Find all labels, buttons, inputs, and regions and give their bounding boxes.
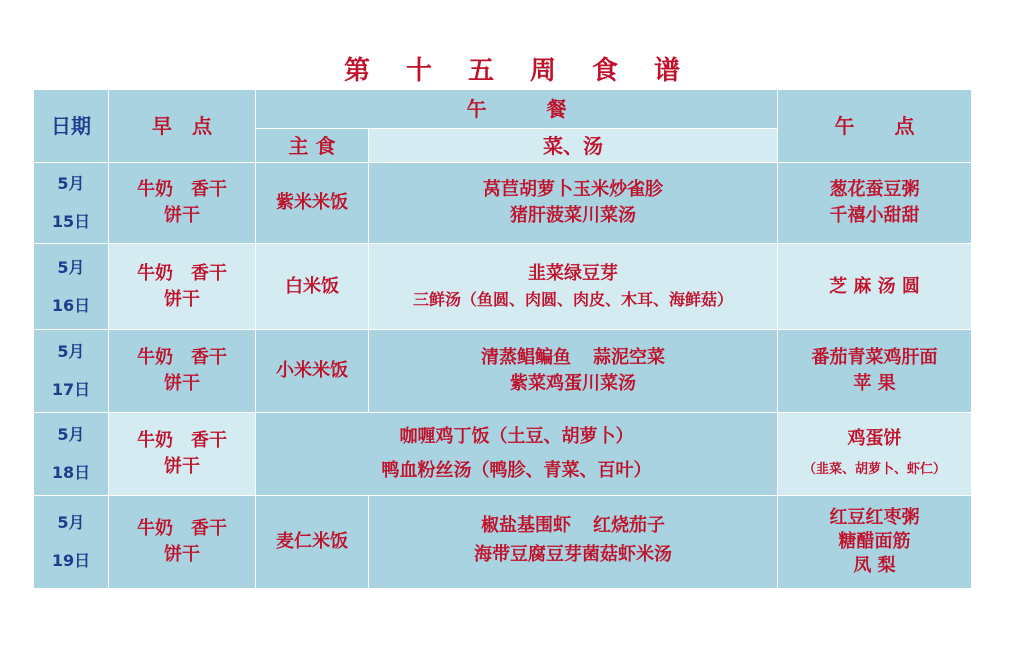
table-row xyxy=(34,330,972,413)
date-cell: 5月 18日 xyxy=(34,413,109,496)
table-row xyxy=(34,413,972,496)
staple-cell: 小米米饭 xyxy=(256,330,369,413)
date-cell: 5月 15日 xyxy=(34,163,109,244)
date-cell: 5月 17日 xyxy=(34,330,109,413)
breakfast-cell: 牛奶 香干 饼干 xyxy=(109,330,256,413)
date-cell: 5月 19日 xyxy=(34,496,109,589)
title-char: 五 xyxy=(467,56,494,86)
dishes-cell: 莴苣胡萝卜玉米炒雀胗 猪肝菠菜川菜汤 xyxy=(369,163,778,244)
title-char: 食 xyxy=(592,56,619,86)
title-char: 周 xyxy=(530,56,557,86)
menu-table xyxy=(33,89,972,589)
date-cell: 5月 16日 xyxy=(34,244,109,330)
staple-cell: 紫米米饭 xyxy=(256,163,369,244)
snack-cell: 芝 麻 汤 圆 xyxy=(778,244,972,330)
breakfast-cell: 牛奶 香干 饼干 xyxy=(109,413,256,496)
snack-cell: 葱花蚕豆粥 千禧小甜甜 xyxy=(778,163,972,244)
breakfast-cell: 牛奶 香干 饼干 xyxy=(109,244,256,330)
dishes-cell: 韭菜绿豆芽 三鲜汤（鱼圆、肉圆、肉皮、木耳、海鲜菇） xyxy=(369,244,778,330)
header-afternoon-snack: 午 点 xyxy=(778,90,972,163)
snack-cell: 番茄青菜鸡肝面 苹 果 xyxy=(778,330,972,413)
header-lunch-dishes: 菜、汤 xyxy=(369,129,778,163)
table-row xyxy=(34,244,972,330)
staple-cell: 麦仁米饭 xyxy=(256,496,369,589)
header-breakfast: 早 点 xyxy=(109,90,256,163)
header-date: 日期 xyxy=(34,90,109,163)
snack-cell: 红豆红枣粥 糖醋面筋 凤 梨 xyxy=(778,496,972,589)
table-row xyxy=(34,163,972,244)
header-lunch: 午 餐 xyxy=(256,90,778,129)
dishes-cell: 椒盐基围虾 红烧茄子 海带豆腐豆芽菌菇虾米汤 xyxy=(369,496,778,589)
header-lunch-staple: 主 食 xyxy=(256,129,369,163)
snack-cell: 鸡蛋饼 （韭菜、胡萝卜、虾仁） xyxy=(778,413,972,496)
title-char: 十 xyxy=(405,56,432,86)
title-char: 谱 xyxy=(654,56,681,86)
lunch-combined-cell: 咖喱鸡丁饭（土豆、胡萝卜） 鸭血粉丝汤（鸭胗、青菜、百叶） xyxy=(256,413,778,496)
page-title xyxy=(0,50,1024,87)
breakfast-cell: 牛奶 香干 饼干 xyxy=(109,163,256,244)
dishes-cell: 清蒸鲳鳊鱼 蒜泥空菜 紫菜鸡蛋川菜汤 xyxy=(369,330,778,413)
table-row xyxy=(34,496,972,589)
staple-cell: 白米饭 xyxy=(256,244,369,330)
title-char: 第 xyxy=(343,56,370,86)
breakfast-cell: 牛奶 香干 饼干 xyxy=(109,496,256,589)
